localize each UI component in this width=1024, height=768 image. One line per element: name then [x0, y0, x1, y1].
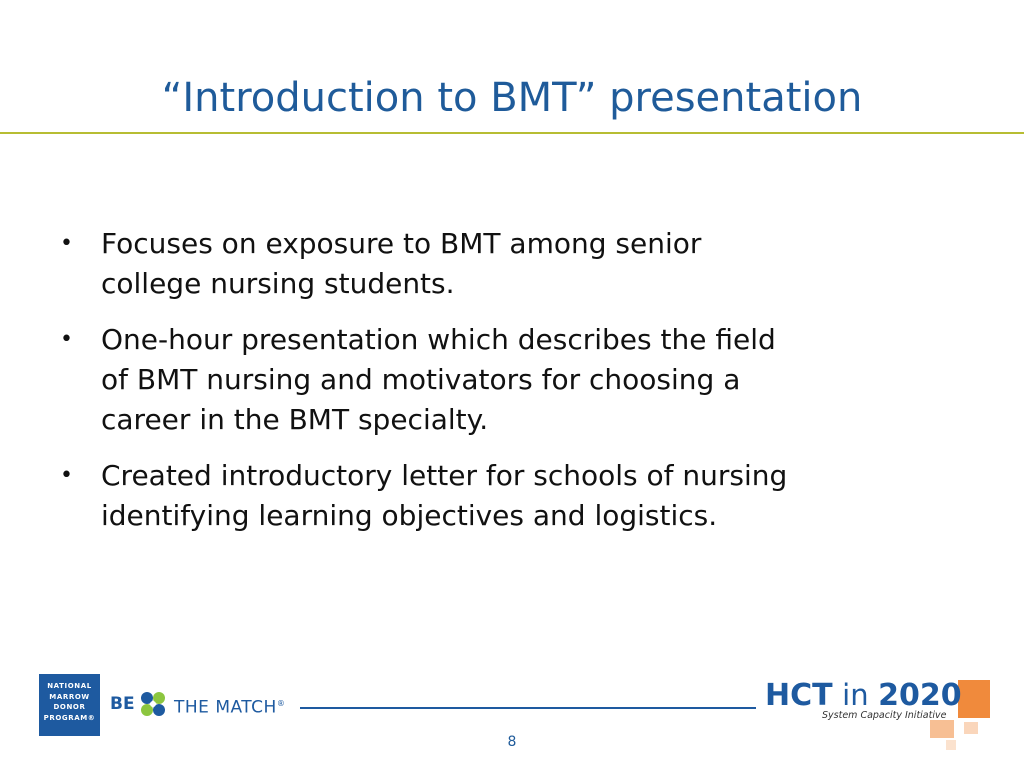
nmdp-logo-line: PROGRAM®: [43, 713, 96, 722]
be-the-match-logo-the-match: THE MATCH: [174, 697, 277, 718]
bullet-item-3: [60, 456, 960, 536]
bullet-3-line-1: Created introductory letter for schools of nursing: [101, 459, 788, 492]
be-the-match-logo-text: [174, 689, 285, 723]
logo-square: [958, 680, 990, 718]
bullet-1-line-1: Focuses on exposure to BMT among senior: [101, 227, 702, 260]
nmdp-logo-line: MARROW: [49, 692, 90, 701]
bullet-1-line-2: college nursing students.: [101, 267, 455, 300]
bullet-marker: •: [60, 231, 73, 256]
bullet-item-1: [60, 224, 960, 304]
hct-logo-year: 2020: [878, 678, 962, 713]
page-number: 8: [507, 734, 517, 750]
slide-title: “Introduction to BMT” presentation: [161, 75, 863, 121]
be-the-match-logo: [110, 689, 300, 719]
bullet-2-line-1: One-hour presentation which describes the field: [101, 323, 776, 356]
title-divider: [0, 132, 1024, 134]
bullet-3-line-2: identifying learning objectives and logistics.: [101, 499, 718, 532]
bullet-marker: •: [60, 463, 73, 488]
bullet-item-2: [60, 320, 960, 440]
nmdp-logo: [39, 674, 100, 736]
be-the-match-logo-be: BE: [110, 694, 135, 714]
hct-logo-hct: HCT: [765, 678, 833, 713]
hct-logo-text: [765, 678, 962, 713]
be-the-match-icon: [136, 689, 170, 719]
bullet-2-line-3: career in the BMT specialty.: [101, 403, 489, 436]
bullet-marker: •: [60, 327, 73, 352]
registered-mark: ®: [276, 699, 286, 708]
bullet-list: [60, 224, 960, 552]
nmdp-logo-line: DONOR: [53, 703, 86, 711]
hct-logo-in: in: [842, 678, 869, 712]
hct-logo-subtitle: System Capacity Initiative: [822, 710, 947, 721]
footer-divider: [300, 707, 756, 709]
nmdp-logo-line: NATIONAL: [47, 682, 92, 690]
bullet-2-line-2: of BMT nursing and motivators for choosing a: [101, 363, 741, 396]
